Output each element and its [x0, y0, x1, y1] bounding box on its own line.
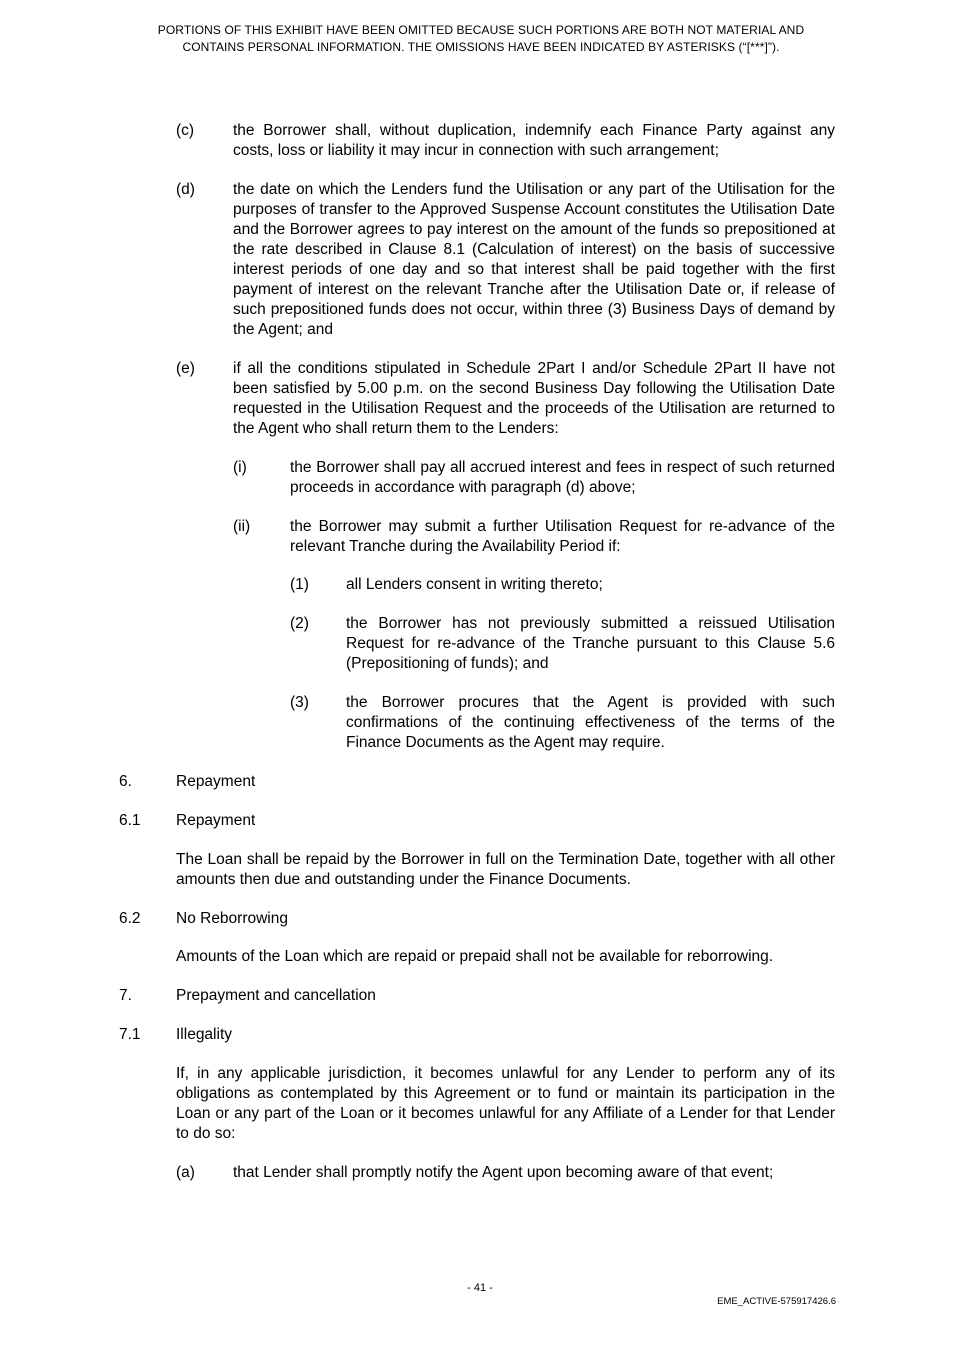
item-e-ii-3-text: the Borrower procures that the Agent is provided with such confirmations of the continuing effectiveness of the terms of the Finance Documents as the Agent may require. — [346, 694, 835, 751]
section-6-2-body: Amounts of the Loan which are repaid or prepaid shall not be available for reborrowing. — [176, 948, 774, 965]
item-c-number: (c) — [176, 122, 195, 139]
item-e-i-number: (i) — [233, 459, 247, 476]
item-e-ii-text: the Borrower may submit a further Utilisation Request for re-advance of the relevant Tranche during the Availability Period if: — [290, 518, 835, 555]
section-7-1-a-number: (a) — [176, 1164, 195, 1181]
item-d-number: (d) — [176, 181, 195, 198]
section-7-1-a-text: that Lender shall promptly notify the Agent upon becoming aware of that event; — [233, 1164, 774, 1181]
section-6-1-body: The Loan shall be repaid by the Borrower in full on the Termination Date, together with all other amounts then due and outstanding under the Finance Documents. — [176, 851, 835, 888]
item-e-i-text: the Borrower shall pay all accrued interest and fees in respect of such returned proceeds in accordance with paragraph (d) above; — [290, 459, 835, 496]
section-6-1-heading: Repayment — [176, 812, 256, 829]
section-6-number: 6. — [119, 773, 132, 790]
item-e-ii-3-number: (3) — [290, 694, 309, 711]
section-6-2-number: 6.2 — [119, 910, 141, 927]
section-7-1-heading: Illegality — [176, 1026, 232, 1043]
section-7-heading: Prepayment and cancellation — [176, 987, 376, 1004]
confidentiality-header — [120, 22, 842, 56]
header-line-1: PORTIONS OF THIS EXHIBIT HAVE BEEN OMITTED BECAUSE SUCH PORTIONS ARE BOTH NOT MATERIAL AND — [157, 23, 805, 37]
item-e-ii-2-number: (2) — [290, 615, 309, 632]
section-7-1-number: 7.1 — [119, 1026, 141, 1043]
item-e-text: if all the conditions stipulated in Schedule 2Part I and/or Schedule 2Part II have not been satisfied by 5.00 p.m. on the second Business Day following the Utilisation Date requested in the Utilisation Request and the proceeds of the Utilisation are returned to the Agent who shall return them to the Lenders: — [233, 360, 835, 437]
section-6-1-number: 6.1 — [119, 812, 141, 829]
document-reference: EME_ACTIVE-575917426.6 — [717, 1296, 836, 1307]
section-6-2-heading: No Reborrowing — [176, 910, 288, 927]
item-e-ii-1-number: (1) — [290, 576, 309, 593]
item-e-ii-1-text: all Lenders consent in writing thereto; — [346, 576, 603, 593]
header-line-2: CONTAINS PERSONAL INFORMATION. THE OMISSIONS HAVE BEEN INDICATED BY ASTERISKS (“[***]”). — [182, 40, 780, 54]
item-d-text: the date on which the Lenders fund the Utilisation or any part of the Utilisation for the purposes of transfer to the Approved Suspense Account constitutes the Utilisation Date and the Borrower agrees to pay interest on the amount of the funds so prepositioned at the rate described in Clause 8.1 (Calculation of interest) on the basis of successive interest periods of one day and so that interest shall be paid together with the first payment of interest on the relevant Tranche after the Utilisation Date or, if release of such prepositioned funds does not occur, within three (3) Business Days of demand by the Agent; and — [233, 181, 835, 338]
section-6-heading: Repayment — [176, 773, 256, 790]
section-7-1-body: If, in any applicable jurisdiction, it becomes unlawful for any Lender to perform any of its obligations as contemplated by this Agreement or to fund or maintain its participation in the Loan or any part of the Loan or it becomes unlawful for any Affiliate of a Lender for that Lender to do so: — [176, 1065, 835, 1142]
item-c-text: the Borrower shall, without duplication, indemnify each Finance Party against any costs, loss or liability it may incur in connection with such arrangement; — [233, 122, 835, 159]
section-7-number: 7. — [119, 987, 132, 1004]
item-e-ii-2-text: the Borrower has not previously submitted a reissued Utilisation Request for re-advance of the Tranche pursuant to this Clause 5.6 (Prepositioning of funds); and — [346, 615, 835, 672]
item-e-ii-number: (ii) — [233, 518, 251, 535]
item-e-number: (e) — [176, 360, 195, 377]
page-number: - 41 - — [467, 1282, 493, 1294]
